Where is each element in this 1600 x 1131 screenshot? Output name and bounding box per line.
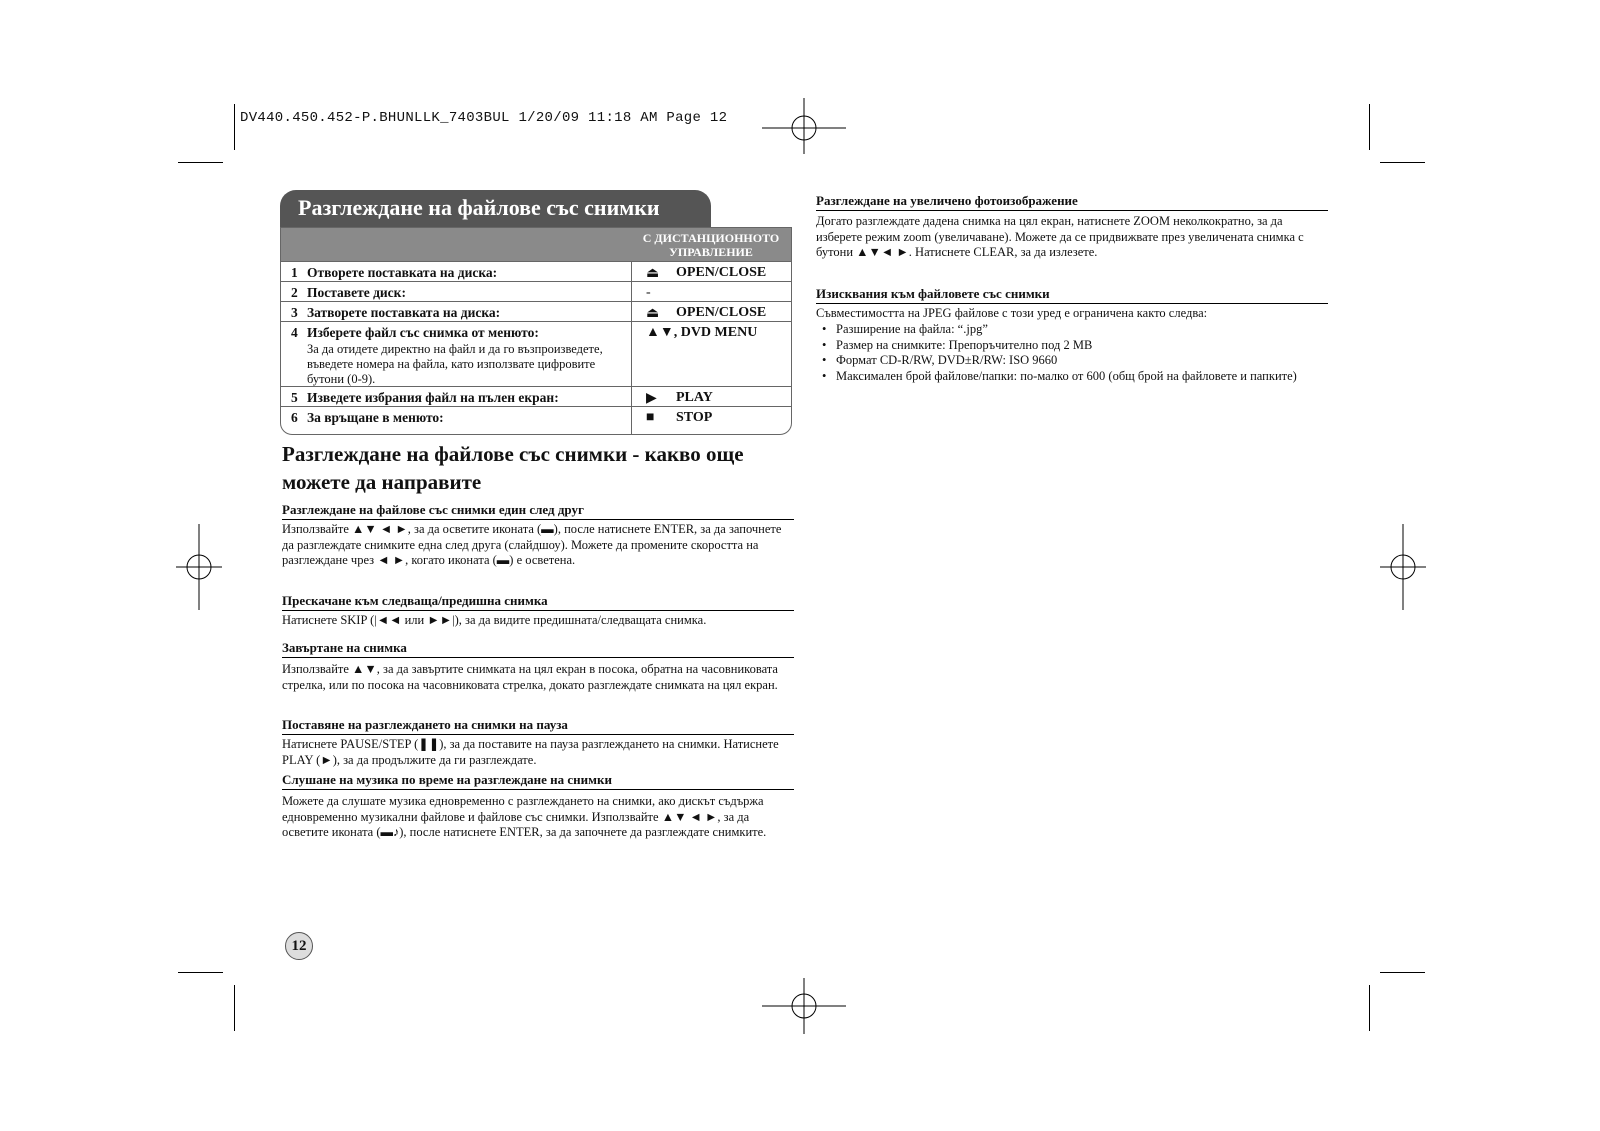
registration-mark-top: [756, 96, 852, 156]
step-number: 1: [291, 265, 298, 280]
list-item: • Размер на снимките: Препоръчително под 2 MB: [816, 338, 1326, 354]
dash-icon: -: [646, 285, 651, 300]
control-label: PLAY: [676, 390, 713, 405]
table-row: [281, 406, 791, 435]
control-label: OPEN/CLOSE: [676, 265, 767, 280]
step-number: 6: [291, 410, 298, 425]
control-label: STOP: [676, 410, 713, 425]
section-heading: Слушане на музика по време на разглеждане на снимки: [282, 772, 794, 790]
control-column-header: С ДИСТАНЦИОННОТО УПРАВЛЕНИЕ: [642, 231, 780, 259]
section-title: Разглеждане на файлове със снимки: [298, 195, 660, 220]
section-body: Можете да слушате музика едновременно с разглеждането на снимки, ако дискът съдържа едновременно музикални файлове и файлове със снимки. Използвайте ▲▼ ◄ ►, за да осветите иконата (▬♪), после натиснете ENTER, за да започнете да разглеждате снимките.: [282, 794, 767, 839]
table-header: [281, 228, 791, 261]
step-text: Затворете поставката на диска:: [307, 305, 501, 320]
step-text: За връщане в менюто:: [307, 410, 444, 425]
section-heading: Прескачане към следваща/предишна снимка: [282, 593, 794, 611]
section-heading: Завъртане на снимка: [282, 640, 794, 658]
step-text: Поставете диск:: [307, 285, 406, 300]
control-label: ▲▼, DVD MENU: [646, 325, 758, 340]
section-heading: Разглеждане на файлове със снимки един след друг: [282, 502, 794, 520]
section-heading: Разглеждане на увеличено фотоизображение: [816, 193, 1328, 211]
step-number: 4: [291, 325, 298, 340]
list-item: • Максимален брой файлове/папки: по-малко от 600 (общ брой на файловете и папките): [816, 369, 1326, 385]
section-body: Натиснете SKIP (|◄◄ или ►►|), за да видите предишната/следващата снимка.: [282, 613, 707, 627]
section-heading: Изисквания към файловете със снимки: [816, 286, 1328, 304]
list-item: • Разширение на файла: “.jpg”: [816, 322, 1326, 338]
step-text: Изберете файл със снимка от менюто:: [307, 325, 539, 340]
eject-icon: ⏏: [646, 306, 660, 321]
table-row: [281, 301, 791, 322]
step-number: 2: [291, 285, 298, 300]
registration-mark-left: [174, 522, 224, 612]
section-body: Използвайте ▲▼ ◄ ►, за да осветите иконата (▬), после натиснете ENTER, за да започнете да разглеждате снимките една след друга (слайдшоу). Можете да промените скоростта на разглеждане чрез ◄ ►, когато иконата (▬) е осветена.: [282, 522, 782, 567]
section-body: Използвайте ▲▼, за да завъртите снимката на цял екран в посока, обратна на часовниковата стрелка, или по посока на часовниковата стрелка, докато разглеждате снимката на цял екран.: [282, 662, 778, 692]
play-icon: ▶: [646, 391, 657, 406]
registration-mark-bottom: [756, 976, 852, 1036]
control-label: OPEN/CLOSE: [676, 305, 767, 320]
requirements-list: [816, 322, 1326, 384]
list-item: • Формат CD-R/RW, DVD±R/RW: ISO 9660: [816, 353, 1326, 369]
section-title-tab: [280, 190, 711, 228]
step-text: Изведете избрания файл на пълен екран:: [307, 390, 559, 405]
table-row: [281, 281, 791, 302]
table-row: [281, 261, 791, 282]
steps-table: [280, 227, 792, 435]
page-number: 12: [285, 932, 313, 960]
step-subtext: За да отидете директно на файл и да го възпроизведете, въведете номера на файла, като използвате цифровите бутони (0-9).: [307, 342, 603, 386]
table-row: [281, 386, 791, 407]
step-text: Отворете поставката на диска:: [307, 265, 498, 280]
print-header: DV440.450.452-P.BHUNLLK_7403BUL 1/20/09 11:18 AM Page 12: [240, 110, 728, 126]
more-heading: Разглеждане на файлове със снимки - какво още можете да направите: [282, 442, 744, 494]
eject-icon: ⏏: [646, 266, 660, 281]
step-number: 3: [291, 305, 298, 320]
registration-mark-right: [1378, 522, 1428, 612]
stop-icon: ■: [646, 410, 655, 425]
section-body: Натиснете PAUSE/STEP (❚❚), за да поставите на пауза разглеждането на снимки. Натиснете PLAY (►), за да продължите да ги разглеждате.: [282, 737, 779, 767]
section-heading: Поставяне на разглеждането на снимки на пауза: [282, 717, 794, 735]
section-body: Съвместимостта на JPEG файлове с този уред е ограничена както следва:: [816, 306, 1208, 320]
step-number: 5: [291, 390, 298, 405]
table-row: [281, 321, 791, 387]
section-body: Догато разглеждате дадена снимка на цял екран, натиснете ZOOM неколкократно, за да изберете режим zoom (увеличаване). Можете да се придвижвате през увеличената снимка с бутони ▲▼◄ ►. Натиснете CLEAR, за да излезете.: [816, 214, 1304, 259]
